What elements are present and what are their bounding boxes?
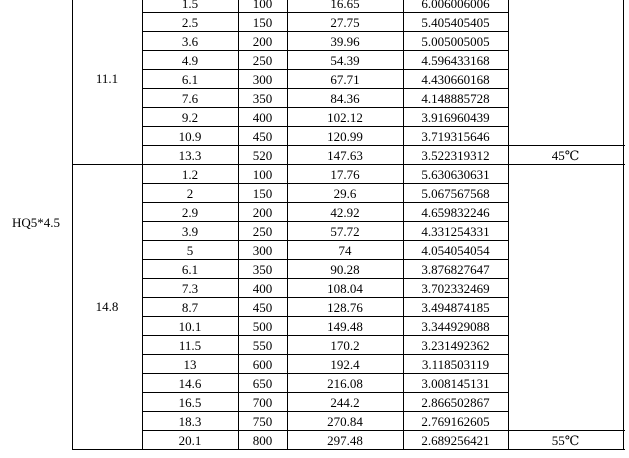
voltage-label: 11.1 xyxy=(95,70,119,86)
ratio-cell: 4.148885728 xyxy=(421,91,490,106)
power-cell: 192.4 xyxy=(330,357,360,372)
speed-cell: 300 xyxy=(252,243,273,258)
grid-column-line xyxy=(287,0,288,450)
current-cell: 2 xyxy=(186,186,194,201)
speed-cell: 150 xyxy=(252,186,273,201)
speed-cell: 600 xyxy=(252,357,273,372)
grid-row-line xyxy=(142,164,625,165)
grid-row-line xyxy=(142,278,509,279)
speed-cell: 400 xyxy=(252,110,273,125)
voltage-label: 14.8 xyxy=(95,298,119,314)
current-cell: 18.3 xyxy=(178,414,202,429)
grid-column-line xyxy=(508,0,509,450)
ratio-cell: 4.596433168 xyxy=(421,53,490,68)
ratio-cell: 3.702332469 xyxy=(421,281,490,296)
grid-row-line xyxy=(142,126,509,127)
power-cell: 42.92 xyxy=(330,205,360,220)
grid-column-line xyxy=(72,0,73,450)
grid-row-line xyxy=(142,31,509,32)
model-label: HQ5*4.5 xyxy=(11,215,61,230)
current-cell: 3.9 xyxy=(181,224,199,239)
power-cell: 27.75 xyxy=(330,15,360,30)
speed-cell: 250 xyxy=(252,224,273,239)
group-separator-line xyxy=(72,164,143,165)
power-cell: 149.48 xyxy=(327,319,363,334)
grid-row-line xyxy=(142,12,509,13)
grid-row-line xyxy=(142,240,509,241)
grid-row-line xyxy=(142,449,625,450)
power-cell: 128.76 xyxy=(327,300,363,315)
grid-row-line xyxy=(142,354,509,355)
grid-row-line xyxy=(142,335,509,336)
grid-column-line xyxy=(238,0,239,450)
speed-cell: 200 xyxy=(252,34,273,49)
current-cell: 20.1 xyxy=(178,433,202,448)
current-cell: 7.3 xyxy=(181,281,199,296)
ratio-cell: 5.067567568 xyxy=(421,186,490,201)
note-cell: 55℃ xyxy=(551,433,580,448)
ratio-cell: 3.344929088 xyxy=(421,319,490,334)
power-cell: 17.76 xyxy=(330,167,360,182)
ratio-cell: 2.866502867 xyxy=(421,395,490,410)
power-cell: 29.6 xyxy=(333,186,357,201)
power-cell: 216.08 xyxy=(327,376,363,391)
current-cell: 4.9 xyxy=(181,53,199,68)
speed-cell: 520 xyxy=(252,148,273,163)
speed-cell: 200 xyxy=(252,205,273,220)
ratio-cell: 3.876827647 xyxy=(421,262,490,277)
ratio-cell: 5.005005005 xyxy=(421,34,490,49)
group-separator-line xyxy=(72,449,143,450)
speed-cell: 400 xyxy=(252,281,273,296)
grid-column-line xyxy=(623,0,624,450)
current-cell: 5 xyxy=(186,243,194,258)
grid-row-line xyxy=(142,411,509,412)
current-cell: 13.3 xyxy=(178,148,202,163)
ratio-cell: 3.231492362 xyxy=(421,338,490,353)
grid-row-line xyxy=(142,202,509,203)
ratio-cell: 4.054054054 xyxy=(421,243,490,258)
grid-row-line xyxy=(142,316,509,317)
grid-row-line xyxy=(142,88,509,89)
power-cell: 297.48 xyxy=(327,433,363,448)
speed-cell: 300 xyxy=(252,72,273,87)
current-cell: 10.9 xyxy=(178,129,202,144)
power-cell: 244.2 xyxy=(330,395,360,410)
speed-cell: 650 xyxy=(252,376,273,391)
current-cell: 16.5 xyxy=(178,395,202,410)
speed-cell: 350 xyxy=(252,91,273,106)
current-cell: 6.1 xyxy=(181,262,199,277)
grid-row-line xyxy=(142,69,509,70)
grid-column-line xyxy=(403,0,404,450)
ratio-cell: 4.430660168 xyxy=(421,72,490,87)
speed-cell: 250 xyxy=(252,53,273,68)
ratio-cell: 3.522319312 xyxy=(421,148,490,163)
ratio-cell: 3.494874185 xyxy=(421,300,490,315)
power-cell: 147.63 xyxy=(327,148,363,163)
ratio-cell: 4.659832246 xyxy=(421,205,490,220)
grid-row-line xyxy=(142,183,509,184)
speed-cell: 450 xyxy=(252,300,273,315)
current-cell: 9.2 xyxy=(181,110,199,125)
power-cell: 54.39 xyxy=(330,53,360,68)
power-cell: 108.04 xyxy=(327,281,363,296)
current-cell: 7.6 xyxy=(181,91,199,106)
ratio-cell: 2.769162605 xyxy=(421,414,490,429)
note-cell: 45℃ xyxy=(551,148,580,163)
power-cell: 57.72 xyxy=(330,224,360,239)
speed-cell: 750 xyxy=(252,414,273,429)
speed-cell: 450 xyxy=(252,129,273,144)
grid-row-line xyxy=(142,373,509,374)
grid-row-line xyxy=(142,259,509,260)
power-cell: 74 xyxy=(338,243,352,258)
grid-row-line xyxy=(142,392,509,393)
grid-row-line xyxy=(142,50,509,51)
ratio-cell: 6.006006006 xyxy=(421,0,490,11)
ratio-cell: 4.331254331 xyxy=(421,224,490,239)
grid-column-line xyxy=(142,0,143,450)
current-cell: 2.9 xyxy=(181,205,199,220)
ratio-cell: 3.008145131 xyxy=(421,376,490,391)
current-cell: 1.5 xyxy=(181,0,199,11)
power-cell: 90.28 xyxy=(330,262,360,277)
power-cell: 16.65 xyxy=(330,0,360,11)
ratio-cell: 2.689256421 xyxy=(421,433,490,448)
current-cell: 10.1 xyxy=(178,319,202,334)
speed-cell: 150 xyxy=(252,15,273,30)
speed-cell: 100 xyxy=(252,0,273,11)
ratio-cell: 5.630630631 xyxy=(421,167,490,182)
current-cell: 1.2 xyxy=(181,167,199,182)
current-cell: 8.7 xyxy=(181,300,199,315)
current-cell: 11.5 xyxy=(178,338,202,353)
ratio-cell: 3.719315646 xyxy=(421,129,490,144)
grid-row-line xyxy=(142,107,509,108)
ratio-cell: 3.118503119 xyxy=(421,357,490,372)
power-cell: 270.84 xyxy=(327,414,363,429)
current-cell: 3.6 xyxy=(181,34,199,49)
ratio-cell: 5.405405405 xyxy=(421,15,490,30)
power-cell: 67.71 xyxy=(330,72,360,87)
current-cell: 6.1 xyxy=(181,72,199,87)
speed-cell: 550 xyxy=(252,338,273,353)
power-cell: 120.99 xyxy=(327,129,363,144)
speed-cell: 500 xyxy=(252,319,273,334)
grid-row-line xyxy=(142,221,509,222)
current-cell: 2.5 xyxy=(181,15,199,30)
speed-cell: 100 xyxy=(252,167,273,182)
grid-row-line xyxy=(142,430,625,431)
grid-row-line xyxy=(142,145,625,146)
speed-cell: 700 xyxy=(252,395,273,410)
current-cell: 13 xyxy=(183,357,197,372)
ratio-cell: 3.916960439 xyxy=(421,110,490,125)
power-cell: 39.96 xyxy=(330,34,360,49)
current-cell: 14.6 xyxy=(178,376,202,391)
power-cell: 170.2 xyxy=(330,338,360,353)
grid-row-line xyxy=(142,297,509,298)
power-cell: 84.36 xyxy=(330,91,360,106)
power-cell: 102.12 xyxy=(327,110,363,125)
speed-cell: 800 xyxy=(252,433,273,448)
speed-cell: 350 xyxy=(252,262,273,277)
